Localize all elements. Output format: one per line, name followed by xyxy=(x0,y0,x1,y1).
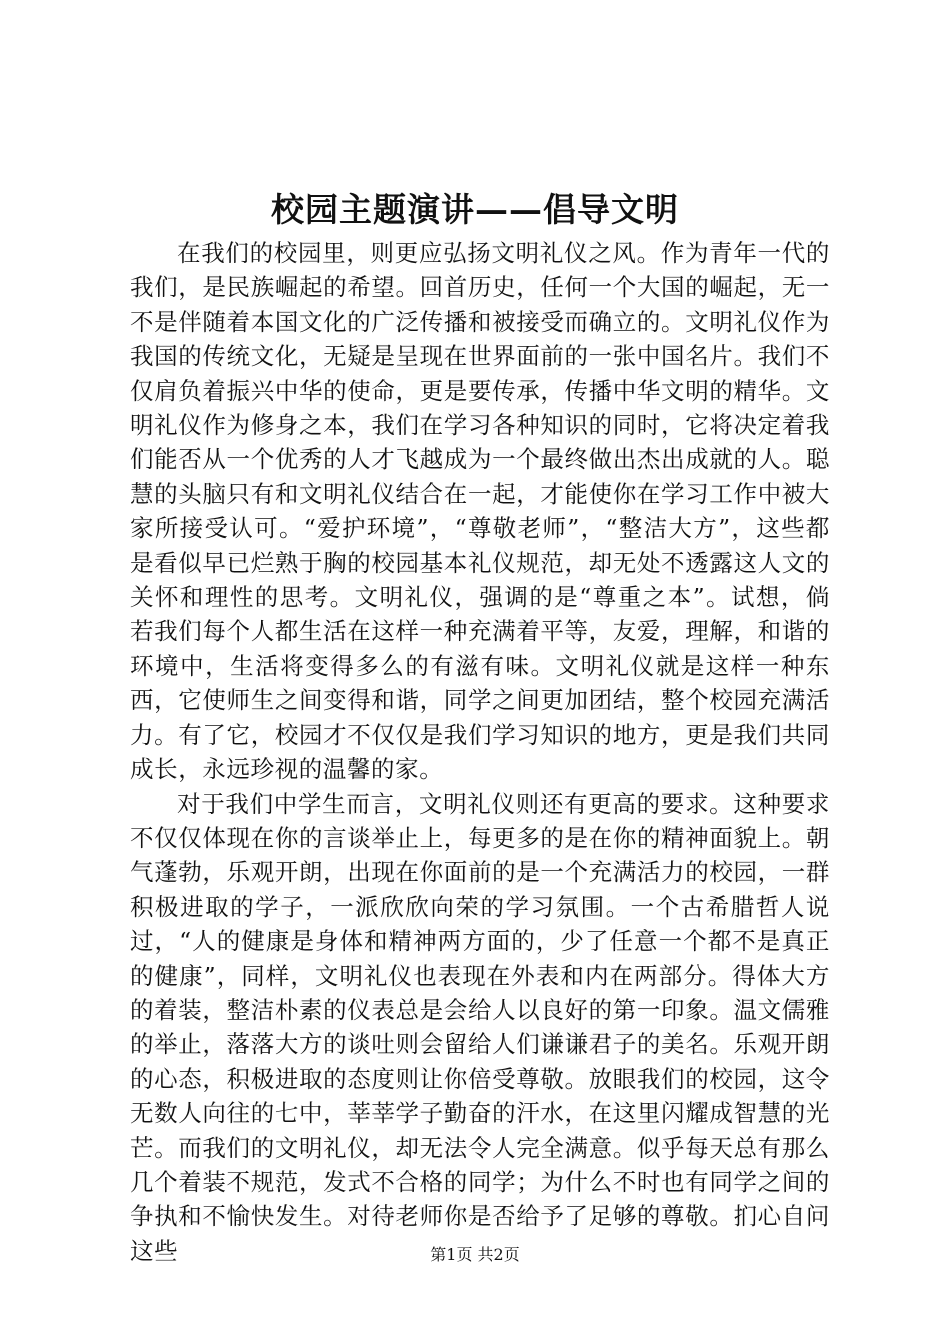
document-body xyxy=(130,236,830,1268)
page-footer: 第1页 共2页 xyxy=(430,1245,520,1264)
paragraph-1: 在我们的校园里，则更应弘扬文明礼仪之风。作为青年一代的我们，是民族崛起的希望。回首历史，任何一个大国的崛起，无一不是伴随着本国文化的广泛传播和被接受而确立的。文明礼仪作为我国的传统文化，无疑是呈现在世界面前的一张中国名片。我们不仅肩负着振兴中华的使命，更是要传承，传播中华文明的精华。文明礼仪作为修身之本，我们在学习各种知识的同时，它将决定着我们能否从一个优秀的人才飞越成为一个最终做出杰出成就的人。聪慧的头脑只有和文明礼仪结合在一起，才能使你在学习工作中被大家所接受认可。“爱护环境”，“尊敬老师”，“整洁大方”，这些都是看似早已烂熟于胸的校园基本礼仪规范，却无处不透露这人文的关怀和理性的思考。文明礼仪，强调的是“尊重之本”。试想，倘若我们每个人都生活在这样一种充满着平等，友爱，理解，和谐的环境中，生活将变得多么的有滋有味。文明礼仪就是这样一种东西，它使师生之间变得和谐，同学之间更加团结，整个校园充满活力。有了它，校园才不仅仅是我们学习知识的地方，更是我们共同成长，永远珍视的温馨的家。 xyxy=(130,239,830,784)
paragraph-2: 对于我们中学生而言，文明礼仪则还有更高的要求。这种要求不仅仅体现在你的言谈举止上，每更多的是在你的精神面貌上。朝气蓬勃，乐观开朗，出现在你面前的是一个充满活力的校园，一群积极进取的学子，一派欣欣向荣的学习氛围。一个古希腊哲人说过，“人的健康是身体和精神两方面的，少了任意一个都不是真正的健康”，同样，文明礼仪也表现在外表和内在两部分。得体大方的着装，整洁朴素的仪表总是会给人以良好的第一印象。温文儒雅的举止，落落大方的谈吐则会留给人们谦谦君子的美名。乐观开朗的心态，积极进取的态度则让你倍受尊敬。放眼我们的校园，这令无数人向往的七中，莘莘学子勤奋的汗水，在这里闪耀成智慧的光芒。而我们的文明礼仪，却无法令人完全满意。似乎每天总有那么几个着装不规范，发式不合格的同学；为什么不时也有同学之间的争执和不愉快发生。对待老师你是否给予了足够的尊敬。扪心自问这些 xyxy=(130,789,830,1265)
document-title: 校园主题演讲——倡导文明 xyxy=(271,190,679,229)
